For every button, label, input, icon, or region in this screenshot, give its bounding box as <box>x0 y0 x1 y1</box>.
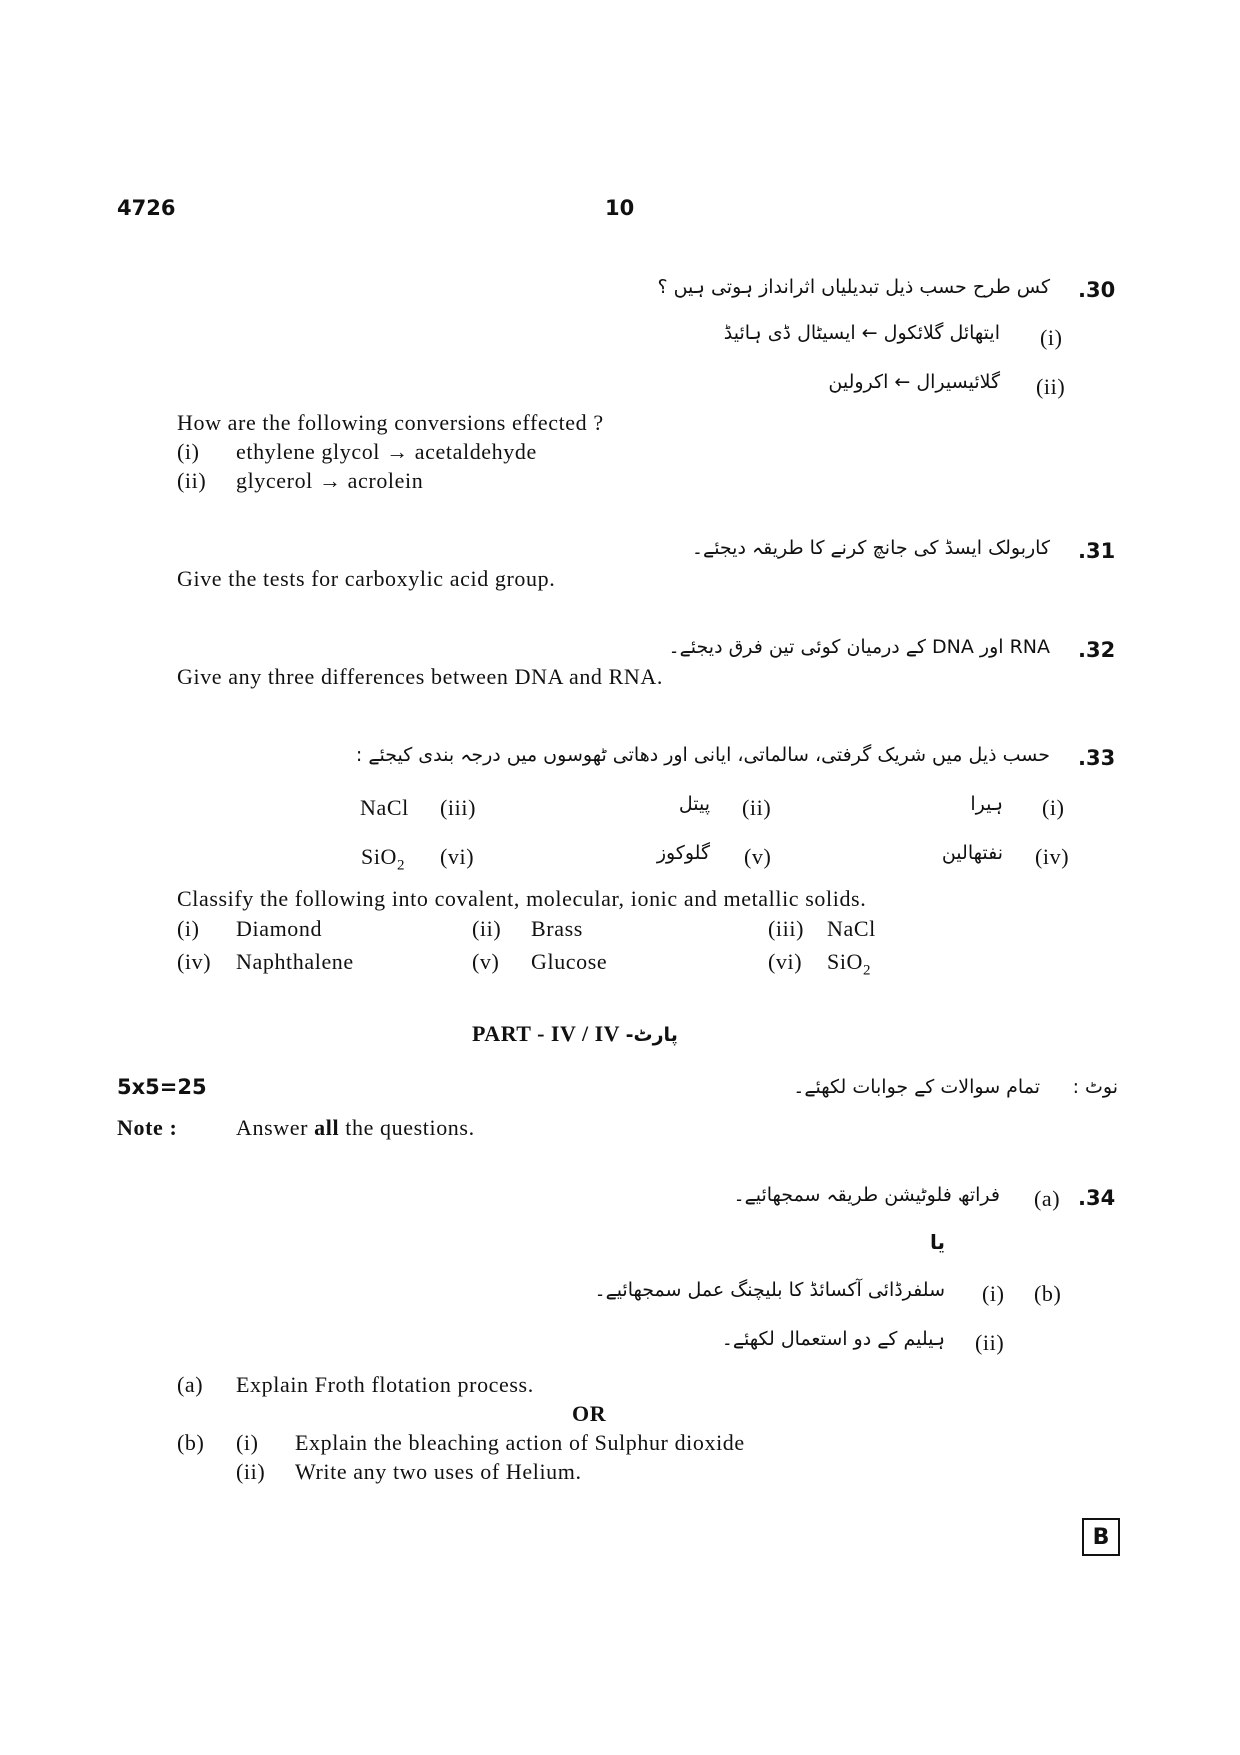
q33-en-item: NaCl <box>827 916 876 941</box>
page-number: 10 <box>605 196 635 220</box>
q34-urdu-or: یا <box>930 1230 946 1254</box>
q30-urdu-item-label: (i) <box>1040 325 1063 350</box>
q30-urdu: کس طرح حسب ذیل تبدیلیاں اثرانداز ہوتی ہیں ؟ <box>657 276 1050 298</box>
note-label: Note : <box>117 1115 178 1140</box>
q32-urdu: RNA اور DNA کے درمیان کوئی تین فرق دیجئے۔ <box>668 636 1050 658</box>
q33-en-item: Glucose <box>531 949 608 974</box>
q34-urdu-b-label: (b) <box>1034 1281 1062 1306</box>
q30-urdu-item-label: (ii) <box>1036 374 1066 399</box>
part-heading-en: PART - IV / IV <box>472 1021 620 1046</box>
q33-english: Classify the following into covalent, molecular, ionic and metallic solids. <box>177 886 867 911</box>
q33-en-item: Diamond <box>236 916 323 941</box>
note-urdu: تمام سوالات کے جوابات لکھئے۔ <box>793 1076 1040 1098</box>
q31-number: .31 <box>1078 539 1116 563</box>
q33-en-item-label: (ii) <box>472 916 502 941</box>
q33-en-item-label: (v) <box>472 949 500 974</box>
q30-number: .30 <box>1078 278 1116 302</box>
q34-urdu-b1-label: (i) <box>982 1281 1005 1306</box>
q33-en-item-label: (iv) <box>177 949 212 974</box>
q34-en-a-label: (a) <box>177 1372 204 1397</box>
q30-en-item-label: (ii) <box>177 468 207 493</box>
q34-urdu-b2: ہیلیم کے دو استعمال لکھئے۔ <box>721 1328 945 1350</box>
q34-en-b2: Write any two uses of Helium. <box>295 1459 582 1484</box>
q32-number: .32 <box>1078 638 1116 662</box>
q33-urdu-item-label: (v) <box>744 844 772 869</box>
q34-number: .34 <box>1078 1186 1116 1210</box>
q33-urdu-item-label: (i) <box>1042 795 1065 820</box>
q30-urdu-item: گلائیسیرال ← اکرولین <box>828 371 1000 393</box>
marks-scheme: 5x5=25 <box>117 1075 207 1099</box>
paper-code: 4726 <box>117 196 176 220</box>
q33-urdu-item: گلوکوز <box>656 842 710 864</box>
q31-english: Give the tests for carboxylic acid group. <box>177 566 556 591</box>
q33-urdu-item-label: (iii) <box>440 795 476 820</box>
q30-english: How are the following conversions effected ? <box>177 410 604 435</box>
q34-en-b1-label: (i) <box>236 1430 259 1455</box>
part-heading-urdu: پارٹ- <box>625 1024 678 1046</box>
q33-urdu-item: پیتل <box>678 793 710 815</box>
q31-urdu: کاربولک ایسڈ کی جانچ کرنے کا طریقہ دیجئے۔ <box>691 537 1050 559</box>
q34-urdu-a: فراتھ فلوٹیشن طریقہ سمجھائیے۔ <box>733 1184 1000 1206</box>
q33-number: .33 <box>1078 746 1116 770</box>
q30-urdu-item: ایتھائل گلائکول ← ایسیٹال ڈی ہائیڈ <box>723 322 1000 344</box>
q34-urdu-b1: سلفرڈائی آکسائڈ کا بلیچنگ عمل سمجھائیے۔ <box>594 1279 945 1301</box>
q33-urdu-item: SiO$_2$ <box>361 844 406 874</box>
q33-urdu-item-label: (ii) <box>742 795 772 820</box>
q33-en-item-label: (iii) <box>768 916 804 941</box>
q30-en-item: ethylene glycol → acetaldehyde <box>236 439 537 464</box>
q33-en-item: Brass <box>531 916 583 941</box>
q33-en-item-label: (vi) <box>768 949 803 974</box>
q34-en-a: Explain Froth flotation process. <box>236 1372 534 1397</box>
part-heading <box>472 1021 678 1047</box>
q33-urdu-item-label: (iv) <box>1035 844 1070 869</box>
q33-urdu-item: نفتھالین <box>941 842 1003 864</box>
q33-urdu: حسب ذیل میں شریک گرفتی، سالماتی، ایانی اور دھاتی ٹھوسوں میں درجہ بندی کیجئے : <box>355 744 1050 766</box>
note-urdu-label: نوٹ : <box>1072 1076 1118 1098</box>
q30-en-item-label: (i) <box>177 439 200 464</box>
q33-urdu-item-label: (vi) <box>440 844 475 869</box>
q34-en-b2-label: (ii) <box>236 1459 266 1484</box>
q33-en-item-label: (i) <box>177 916 200 941</box>
q33-urdu-item: NaCl <box>360 795 409 820</box>
q34-en-b1: Explain the bleaching action of Sulphur dioxide <box>295 1430 745 1455</box>
q34-en-b-label: (b) <box>177 1430 205 1455</box>
q33-en-item: SiO$_2$ <box>827 949 872 979</box>
q32-english: Give any three differences between DNA and RNA. <box>177 664 663 689</box>
booklet-series-box: B <box>1082 1518 1120 1556</box>
q34-urdu-b2-label: (ii) <box>975 1330 1005 1355</box>
q33-urdu-item: ہیرا <box>970 793 1003 815</box>
q34-urdu-a-label: (a) <box>1034 1186 1061 1211</box>
q34-en-or: OR <box>572 1401 607 1426</box>
note-text: Answer all the questions. <box>236 1115 475 1140</box>
q33-en-item: Naphthalene <box>236 949 354 974</box>
q30-en-item: glycerol → acrolein <box>236 468 424 493</box>
